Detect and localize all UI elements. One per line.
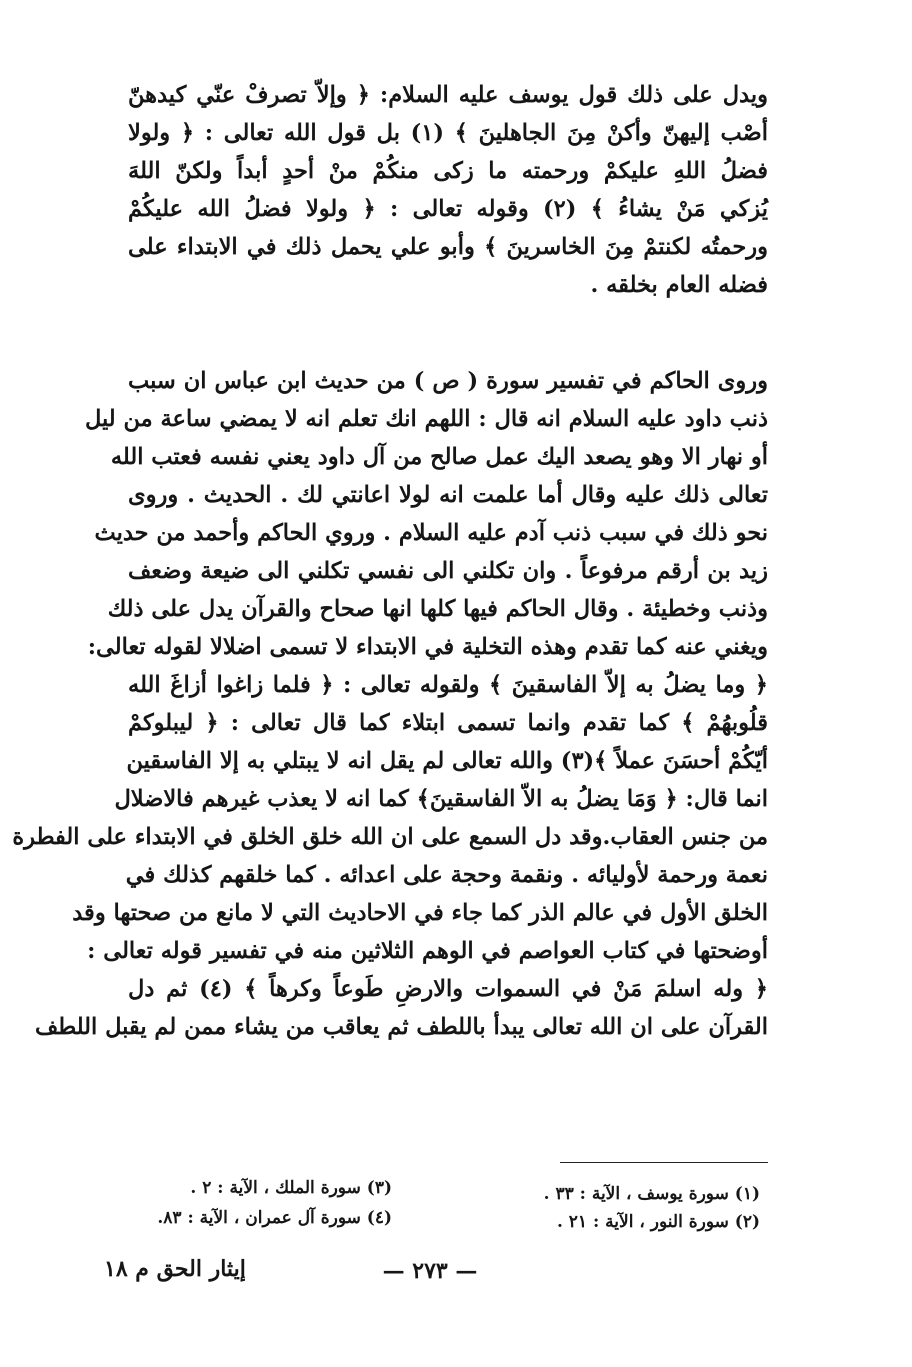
- footnote-2: (٢) سورة النور ، الآية : ٢١ .: [556, 1212, 760, 1232]
- text-line: القرآن على ان الله تعالى يبدأ باللطف ثم يعاقب من يشاء ممن لم يقبل اللطف: [34, 1014, 768, 1040]
- text-line: نحو ذلك في سبب ذنب آدم عليه السلام . وروي الحاكم وأحمد من حديث: [94, 520, 768, 546]
- footnote-1: (١) سورة يوسف ، الآية : ٣٣ .: [543, 1184, 760, 1204]
- text-line: ويدل على ذلك قول يوسف عليه السلام: ﴿ وإلاّ تصرفْ عنّي كيدهنّ: [128, 82, 768, 108]
- paragraph-1: [128, 76, 768, 304]
- text-line: أصْب إليهنّ وأكنْ مِنَ الجاهلينَ ﴾ (١) بل قول الله تعالى : ﴿ ولولا: [128, 120, 768, 146]
- text-line: وروى الحاكم في تفسير سورة ( ص ) من حديث ابن عباس ان سبب: [128, 368, 768, 394]
- text-line: ذنب داود عليه السلام انه قال : اللهم انك تعلم انه لا يمضي ساعة من ليل: [84, 406, 768, 432]
- text-line: أو نهار الا وهو يصعد اليك عمل صالح من آل داود يعني نفسه فعتب الله: [110, 444, 768, 470]
- text-line: من جنس العقاب.وقد دل السمع على ان الله خلق الخلق في الابتداء على الفطرة: [12, 824, 768, 850]
- text-line: قلُوبهُمْ ﴾ كما تقدم وانما تسمى ابتلاء كما قال تعالى : ﴿ ليبلوكمْ: [128, 710, 768, 736]
- footnote-3: (٣) سورة الملك ، الآية : ٢ .: [190, 1178, 392, 1198]
- text-line: ويغني عنه كما تقدم وهذه التخلية في الابتداء لا تسمى اضلالا لقوله تعالى:: [87, 634, 768, 660]
- text-line: أيّكُمْ أحسَنَ عملاً ﴾(٣) والله تعالى لم يقل انه لا يبتلي به إلا الفاسقين: [126, 748, 768, 774]
- text-line: وذنب وخطيئة . وقال الحاكم فيها كلها انها صحاح والقرآن يدل على ذلك: [107, 596, 768, 622]
- text-line: يُزكي مَنْ يشاءُ ﴾ (٢) وقوله تعالى : ﴿ ولولا فضلُ الله عليكُمْ: [128, 196, 768, 222]
- text-line: زيد بن أرقم مرفوعاً . وان تكلني الى نفسي تكلني الى ضيعة وضعف: [128, 558, 768, 584]
- text-line: نعمة ورحمة لأوليائه . ونقمة وحجة على اعدائه . كما خلقهم كذلك في: [125, 862, 768, 888]
- text-line: ورحمتُه لكنتمْ مِنَ الخاسرينَ ﴾ وأبو علي يحمل ذلك في الابتداء على: [128, 234, 768, 260]
- text-line: فضله العام بخلقه .: [590, 272, 768, 298]
- text-line: فضلُ اللهِ عليكمْ ورحمته ما زكى منكُمْ منْ أحدٍ أبداً ولكنّ اللهَ: [128, 158, 768, 184]
- book-signature: إيثار الحق م ١٨: [104, 1256, 246, 1282]
- text-line: انما قال: ﴿ وَمَا يضلُ به الاّ الفاسقينَ﴾ كما انه لا يعذب غيرهم فالاضلال: [114, 786, 768, 812]
- footnote-divider: [560, 1162, 768, 1163]
- footnote-4: (٤) سورة آل عمران ، الآية : ٨٣.: [157, 1208, 392, 1228]
- paragraph-2: [12, 362, 768, 1046]
- page-number: — ٢٧٣ —: [382, 1258, 478, 1284]
- text-line: أوضحتها في كتاب العواصم في الوهم الثلاثين منه في تفسير قوله تعالى :: [87, 938, 768, 964]
- text-line: ﴿ وله اسلمَ مَنْ في السموات والارضِ طَوعاً وكرهاً ﴾ (٤) ثم دل: [128, 976, 768, 1002]
- text-line: ﴿ وما يضلُ به إلاّ الفاسقينَ ﴾ ولقوله تعالى : ﴿ فلما زاغوا أزاغَ الله: [128, 672, 768, 698]
- text-line: تعالى ذلك عليه وقال أما علمت انه لولا اعانتي لك . الحديث . وروى: [128, 482, 768, 508]
- text-line: الخلق الأول في عالم الذر كما جاء في الاحاديث التي لا مانع من صحتها وقد: [72, 900, 768, 926]
